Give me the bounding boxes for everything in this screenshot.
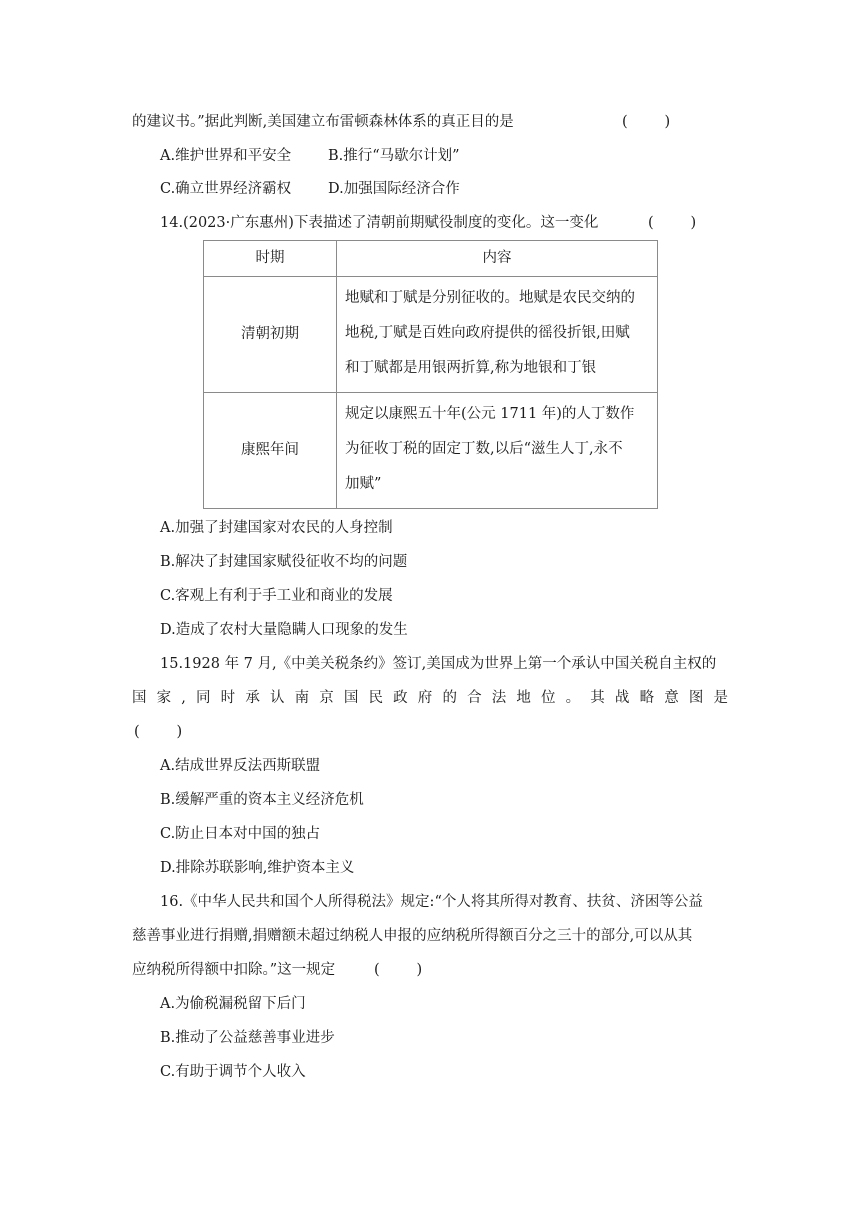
q14-stem: 14.(2023·广东惠州)下表描述了清朝前期赋役制度的变化。这一变化	[160, 215, 599, 231]
stem-char: 国	[132, 690, 147, 706]
table-cell-period: 清朝初期	[204, 277, 337, 393]
stem-char: ,	[181, 690, 186, 706]
table-cell-line: 加赋”	[345, 476, 382, 492]
table-cell-content	[337, 393, 658, 509]
table-header-period: 时期	[204, 241, 337, 277]
stem-char: 时	[220, 690, 236, 706]
q16-option-a[interactable]: A.为偷税漏税留下后门	[160, 996, 306, 1012]
stem-char: 合	[467, 690, 482, 706]
q14-table	[203, 240, 658, 509]
q15-option-b[interactable]: B.缓解严重的资本主义经济危机	[160, 792, 364, 808]
q16-stem-line1: 16.《中华人民共和国个人所得税法》规定:“个人将其所得对教育、扶贫、济困等公益	[160, 894, 703, 910]
q14-option-a[interactable]: A.加强了封建国家对农民的人身控制	[160, 520, 393, 536]
table-cell-line: 地税,丁赋是百姓向政府提供的徭役折银,田赋	[345, 325, 630, 341]
stem-char: 认	[269, 690, 285, 706]
stem-char: 地	[516, 690, 531, 706]
q13-option-b[interactable]: B.推行“马歇尔计划”	[328, 148, 460, 164]
stem-char: 政	[393, 690, 408, 706]
table-header-row	[204, 241, 658, 277]
q15-stem-line1: 15.1928 年 7 月,《中美关税条约》签订,美国成为世界上第一个承认中国关税自主权的	[160, 656, 717, 672]
table-header-content: 内容	[337, 241, 658, 277]
q16-option-b[interactable]: B.推动了公益慈善事业进步	[160, 1030, 335, 1046]
q14-answer-bracket[interactable]: ( )	[648, 215, 697, 231]
q15-option-c[interactable]: C.防止日本对中国的独占	[160, 826, 321, 842]
stem-char: 略	[639, 690, 655, 706]
q13-option-c[interactable]: C.确立世界经济霸权	[160, 181, 292, 197]
q14-option-b[interactable]: B.解决了封建国家赋役征收不均的问题	[160, 554, 408, 570]
stem-char: 家	[156, 690, 172, 706]
table-row	[204, 393, 658, 509]
stem-char: 同	[196, 690, 211, 706]
q13-answer-bracket[interactable]: ( )	[622, 114, 671, 130]
stem-char: 的	[442, 690, 457, 706]
stem-char: 是	[713, 690, 728, 706]
q13-stem-tail: 的建议书。”据此判断,美国建立布雷顿森林体系的真正目的是	[132, 114, 514, 130]
stem-char: 意	[664, 690, 679, 706]
table-cell-line: 和丁赋都是用银两折算,称为地银和丁银	[345, 360, 597, 376]
q13-option-a[interactable]: A.维护世界和平安全	[160, 148, 292, 164]
table-cell-line: 规定以康熙五十年(公元 1711 年)的人丁数作	[345, 406, 635, 422]
q14-option-c[interactable]: C.客观上有利于手工业和商业的发展	[160, 588, 393, 604]
stem-char: 承	[245, 690, 260, 706]
stem-char: 府	[417, 690, 433, 706]
q16-stem-line2: 慈善事业进行捐赠,捐赠额未超过纳税人申报的应纳税所得额百分之三十的部分,可以从其	[132, 928, 693, 944]
stem-char: 国	[343, 690, 359, 706]
q15-option-d[interactable]: D.排除苏联影响,维护资本主义	[160, 860, 355, 876]
stem-char: 位	[541, 690, 556, 706]
q16-option-c[interactable]: C.有助于调节个人收入	[160, 1064, 306, 1080]
q15-stem-line2	[132, 690, 728, 707]
table-row	[204, 277, 658, 393]
table-cell-line: 为征收丁税的固定丁数,以后“滋生人丁,永不	[345, 441, 623, 457]
stem-char: 其	[590, 690, 605, 706]
q14-option-d[interactable]: D.造成了农村大量隐瞒人口现象的发生	[160, 622, 408, 638]
stem-char: 图	[688, 690, 704, 706]
table-cell-content	[337, 277, 658, 393]
q13-option-d[interactable]: D.加强国际经济合作	[328, 181, 460, 197]
stem-char: 京	[319, 690, 334, 706]
q16-answer-bracket[interactable]: ( )	[374, 962, 423, 978]
stem-char: 。	[565, 690, 581, 706]
q16-stem-line3: 应纳税所得额中扣除。”这一规定	[132, 962, 336, 978]
stem-char: 民	[368, 690, 384, 706]
q15-option-a[interactable]: A.结成世界反法西斯联盟	[160, 758, 321, 774]
table-cell-line: 地赋和丁赋是分别征收的。地赋是农民交纳的	[345, 290, 635, 306]
stem-char: 南	[294, 690, 310, 706]
q15-answer-bracket[interactable]: ( )	[134, 724, 183, 740]
table-cell-period: 康熙年间	[204, 393, 337, 509]
stem-char: 法	[491, 690, 507, 706]
stem-char: 战	[614, 690, 630, 706]
